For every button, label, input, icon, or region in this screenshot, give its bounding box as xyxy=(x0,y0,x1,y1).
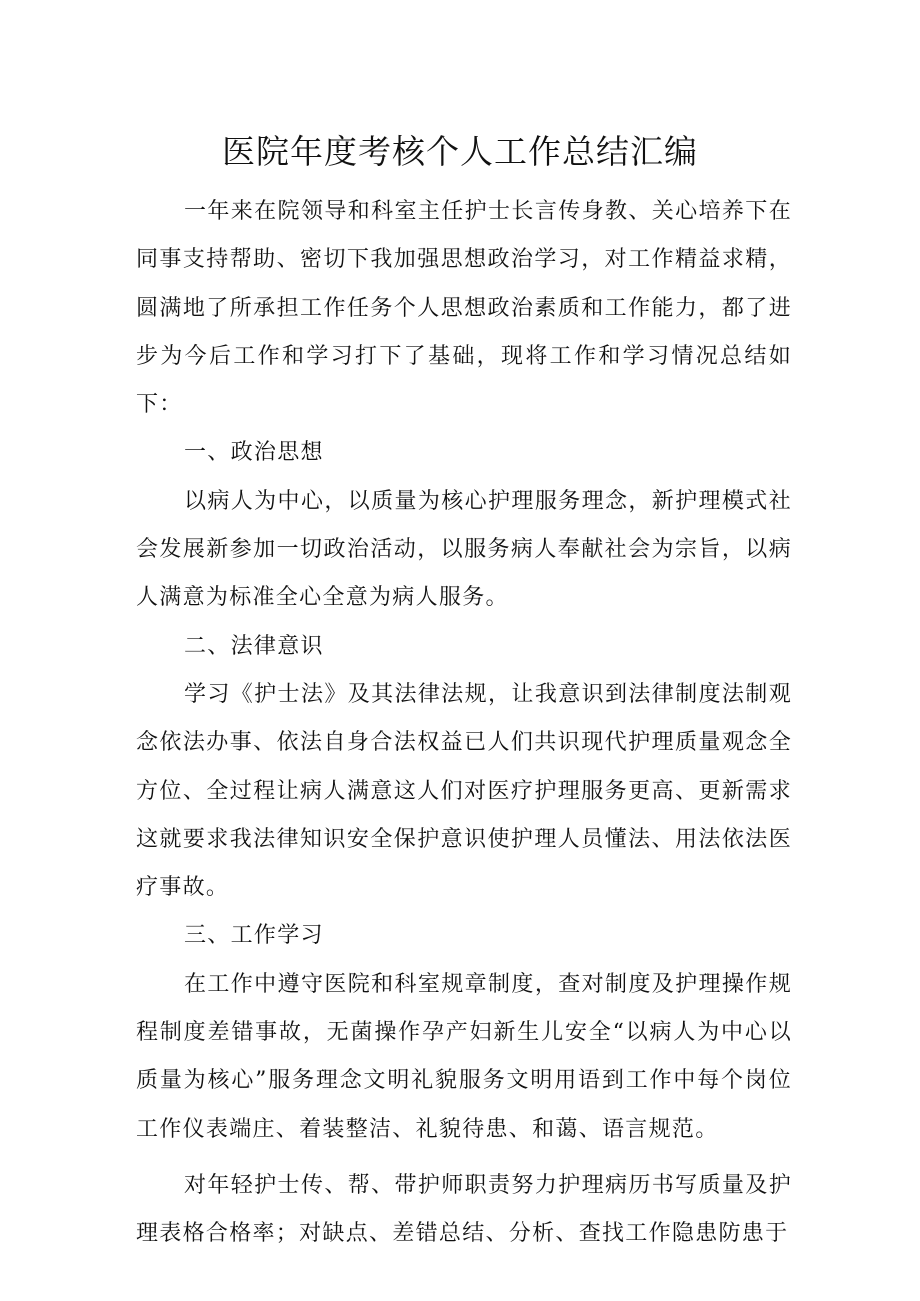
document-body xyxy=(136,188,792,1259)
politics-paragraph: 以病人为中心，以质量为核心护理服务理念，新护理模式社会发展新参加一切政治活动，以服务病人奉献社会为宗旨，以病人满意为标准全心全意为病人服务。 xyxy=(136,488,792,611)
mentoring-paragraph: 对年轻护士传、帮、带护师职责努力护理病历书写质量及护理表格合格率；对缺点、差错总结、分析、查找工作隐患防患于 xyxy=(136,1172,792,1247)
law-paragraph: 学习《护士法》及其法律法规，让我意识到法律制度法制观念依法办事、依法自身合法权益已人们共识现代护理质量观念全方位、全过程让病人满意这人们对医疗护理服务更高、更新需求这就要求我法律知识安全保护意识使护理人员懂法、用法依法医疗事故。 xyxy=(136,681,792,901)
section-heading-law: 二、法律意识 xyxy=(184,633,324,659)
section-heading-work-study: 三、工作学习 xyxy=(184,923,324,949)
section-heading-politics: 一、政治思想 xyxy=(184,440,324,466)
intro-paragraph: 一年来在院领导和科室主任护士长言传身教、关心培养下在同事支持帮助、密切下我加强思想政治学习，对工作精益求精，圆满地了所承担工作任务个人思想政治素质和工作能力，都了进步为今后工作和学习打下了基础，现将工作和学习情况总结如下： xyxy=(136,199,792,418)
work-study-paragraph: 在工作中遵守医院和科室规章制度，查对制度及护理操作规程制度差错事故，无菌操作孕产妇新生儿安全“以病人为中心以质量为核心”服务理念文明礼貌服务文明用语到工作中每个岗位工作仪表端庄、着装整洁、礼貌待患、和蔼、语言规范。 xyxy=(136,971,792,1142)
document-title: 医院年度考核个人工作总结汇编 xyxy=(222,132,698,171)
